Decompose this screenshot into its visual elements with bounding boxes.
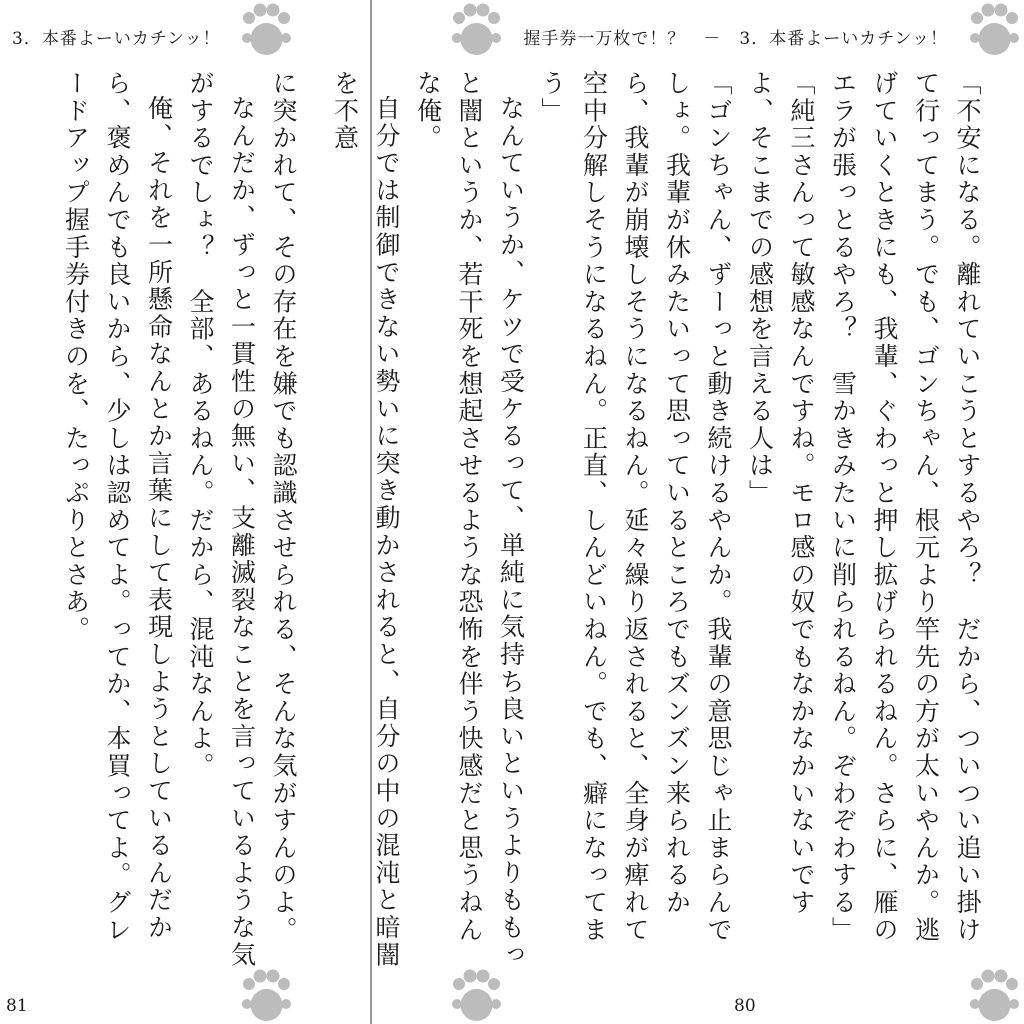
left-page — [0, 0, 370, 1024]
paragraph: 「不安になる。離れていこうとするやろ？ だから、ついつい追い掛けて行ってまう。でも、ゴンちゃん、根元より竿先の方が太いやんか。逃げていくときにも、我輩、ぐわっと押し拡げられるねん。さらに、雁のエラが張っとるやろ？ 雪かきみたいに削られるねん。ぞわぞわする」 — [828, 70, 982, 944]
paragraph: 自分では制御できない勢いに突き動かされると、自分の中の混沌と暗闇を不意 — [330, 70, 401, 969]
running-header-right: 握手券一万枚で！？ － 3．本番よーいカチンッ！ — [523, 29, 948, 49]
body-text-left — [0, 70, 304, 970]
paragraph: 「ゴンちゃん、ずーっと動き続けるやんか。我輩の意思じゃ止まらんでしょ。我輩が休みたいって思っているところでもズンズン来られるから、我輩が崩壊しそうになるねん。延々繰り返されると、全身が痺れて空中分解しそうになるねん。正直、しんどいねん。でも、癖になってまう」 — [538, 70, 733, 944]
paragraph: なんだか、ずっと一貫性の無い、支離滅裂なことを言っているような気がするでしょ？ 全部、あるねん。だから、混沌なんよ。 — [186, 70, 257, 969]
paragraph: に突かれて、その存在を嫌でも認識させられる、そんな気がすんのよ。 — [269, 70, 298, 944]
paw-print-icon — [448, 968, 504, 1024]
paragraph: 「純三さんって敏感なんですね。モロ感の奴でもなかなかいないですよ、そこまでの感想を言える人は」 — [745, 70, 816, 917]
paw-print-icon — [238, 968, 294, 1024]
page-number-left: 81 — [6, 996, 28, 1016]
paw-print-icon — [966, 2, 1022, 58]
paw-print-icon — [238, 2, 294, 58]
paragraph: 俺、それを一所懸命なんとか言葉にして表現しようとしているんだから、褒めんでも良いから、少しは認めてよ。ってか、本買ってよ。グレードアップ握手券付きのを、たっぷりとさあ。 — [61, 70, 174, 944]
paw-print-icon — [966, 968, 1022, 1024]
paragraph: なんていうか、ケツで受ケるって、単純に気持ち良いというよりももっと闇というか、若干死を想起させるような恐怖を伴う快感だと思うねんな俺。 — [413, 70, 526, 969]
body-text-right — [330, 70, 988, 970]
page-number-right: 80 — [734, 996, 756, 1016]
running-header-left: 3．本番よーいカチンッ！ — [12, 29, 221, 49]
right-page — [330, 0, 1024, 1024]
paw-print-icon — [448, 2, 504, 58]
